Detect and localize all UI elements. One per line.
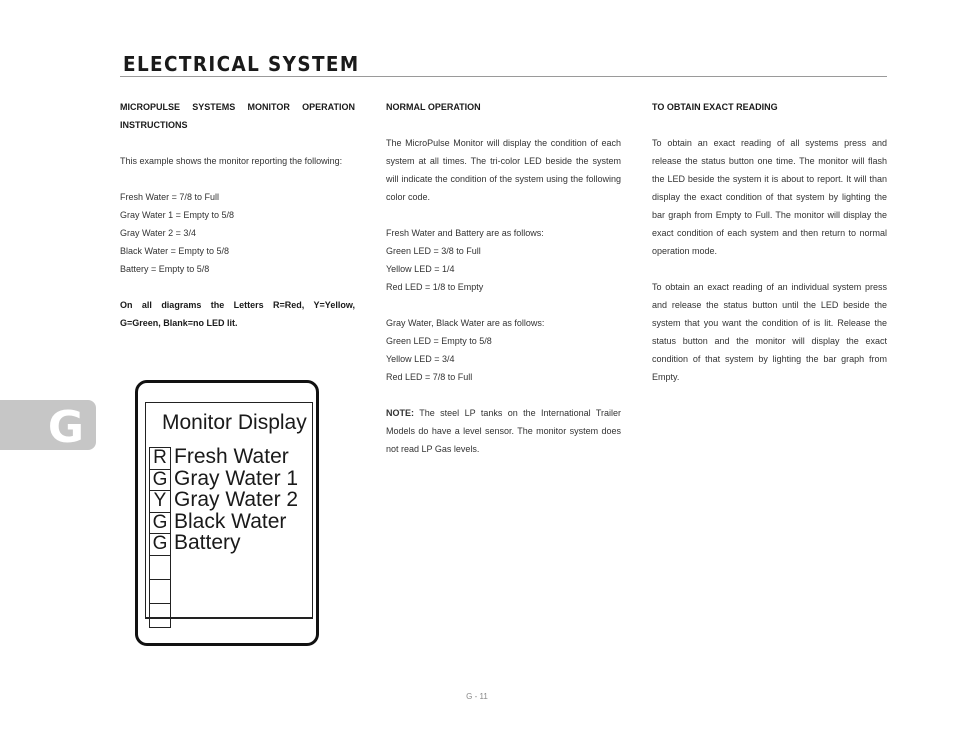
led-legend-note: On all diagrams the Letters R=Red, Y=Yellow, G=Green, Blank=no LED lit.	[120, 300, 355, 328]
system-label: Black Water	[174, 509, 287, 533]
note-text: The steel LP tanks on the International Trailer Models do have a level sensor. The monitor system does not read LP Gas levels.	[386, 408, 621, 454]
led-column	[149, 447, 171, 628]
color-code-line: Yellow LED = 3/4	[386, 354, 455, 364]
monitor-title: Monitor Display	[162, 411, 307, 434]
example-line: Black Water = Empty to 5/8	[120, 246, 229, 256]
color-code-line: Green LED = 3/8 to Full	[386, 246, 481, 256]
title-rule	[120, 76, 887, 77]
color-code-line: Red LED = 7/8 to Full	[386, 372, 473, 382]
page-title: ELECTRICAL SYSTEM	[123, 52, 360, 76]
group-title: Gray Water, Black Water are as follows:	[386, 318, 545, 328]
system-label: Battery	[174, 531, 241, 554]
color-code-line: Yellow LED = 1/4	[386, 264, 455, 274]
monitor-diagram	[135, 380, 319, 646]
system-label: Fresh Water	[174, 445, 289, 468]
group-title: Fresh Water and Battery are as follows:	[386, 228, 544, 238]
normal-operation-intro: The MicroPulse Monitor will display the condition of each system at all times. The tri-color LED beside the system will indicate the condition of the system using the following color code.	[386, 138, 621, 202]
normal-operation-heading: NORMAL OPERATION	[386, 102, 481, 112]
exact-reading-individual: To obtain an exact reading of an individual system press and release the status button until the LED beside the system that you want the condition of is lit. Release the status button and the monitor will display the exact condition of that system by lighting the bar graph from Empty.	[652, 282, 887, 382]
led-indicator: R	[149, 447, 171, 470]
led-indicator: Y	[149, 491, 171, 513]
section-tab	[0, 400, 96, 453]
led-blank	[149, 580, 171, 604]
led-blank	[149, 556, 171, 580]
section-tab-letter: G	[47, 402, 84, 453]
lp-note	[386, 404, 621, 458]
led-blank	[149, 604, 171, 628]
led-indicator: G	[149, 534, 171, 556]
example-line: Battery = Empty to 5/8	[120, 264, 210, 274]
led-indicator: G	[149, 470, 171, 492]
column-normal-operation	[386, 98, 621, 458]
example-line: Gray Water 1 = Empty to 5/8	[120, 210, 234, 220]
monitor-screen	[145, 402, 313, 619]
instructions-heading: MICROPULSE SYSTEMS MONITOR OPERATION INSTRUCTIONS	[120, 102, 355, 130]
example-line: Gray Water 2 = 3/4	[120, 228, 196, 238]
note-label: NOTE:	[386, 408, 414, 418]
column-instructions	[120, 98, 355, 332]
color-code-line: Red LED = 1/8 to Empty	[386, 282, 484, 292]
column-exact-reading	[652, 98, 887, 386]
exact-reading-heading: TO OBTAIN EXACT READING	[652, 102, 778, 112]
system-label: Gray Water 2	[174, 488, 299, 511]
page-number: G - 11	[466, 692, 488, 701]
exact-reading-all: To obtain an exact reading of all systems press and release the status button one time. The monitor will flash the LED beside the system it is about to report. It will than display the exact condition of that system by lighting the bar graph from Empty to Full. The monitor will display the exact condition of each system and then return to normal operation mode.	[652, 138, 887, 256]
color-code-line: Green LED = Empty to 5/8	[386, 336, 492, 346]
instructions-intro: This example shows the monitor reporting the following:	[120, 156, 343, 166]
system-list	[174, 446, 298, 554]
led-indicator: G	[149, 513, 171, 535]
example-line: Fresh Water = 7/8 to Full	[120, 192, 219, 202]
system-label: Gray Water 1	[174, 466, 299, 490]
